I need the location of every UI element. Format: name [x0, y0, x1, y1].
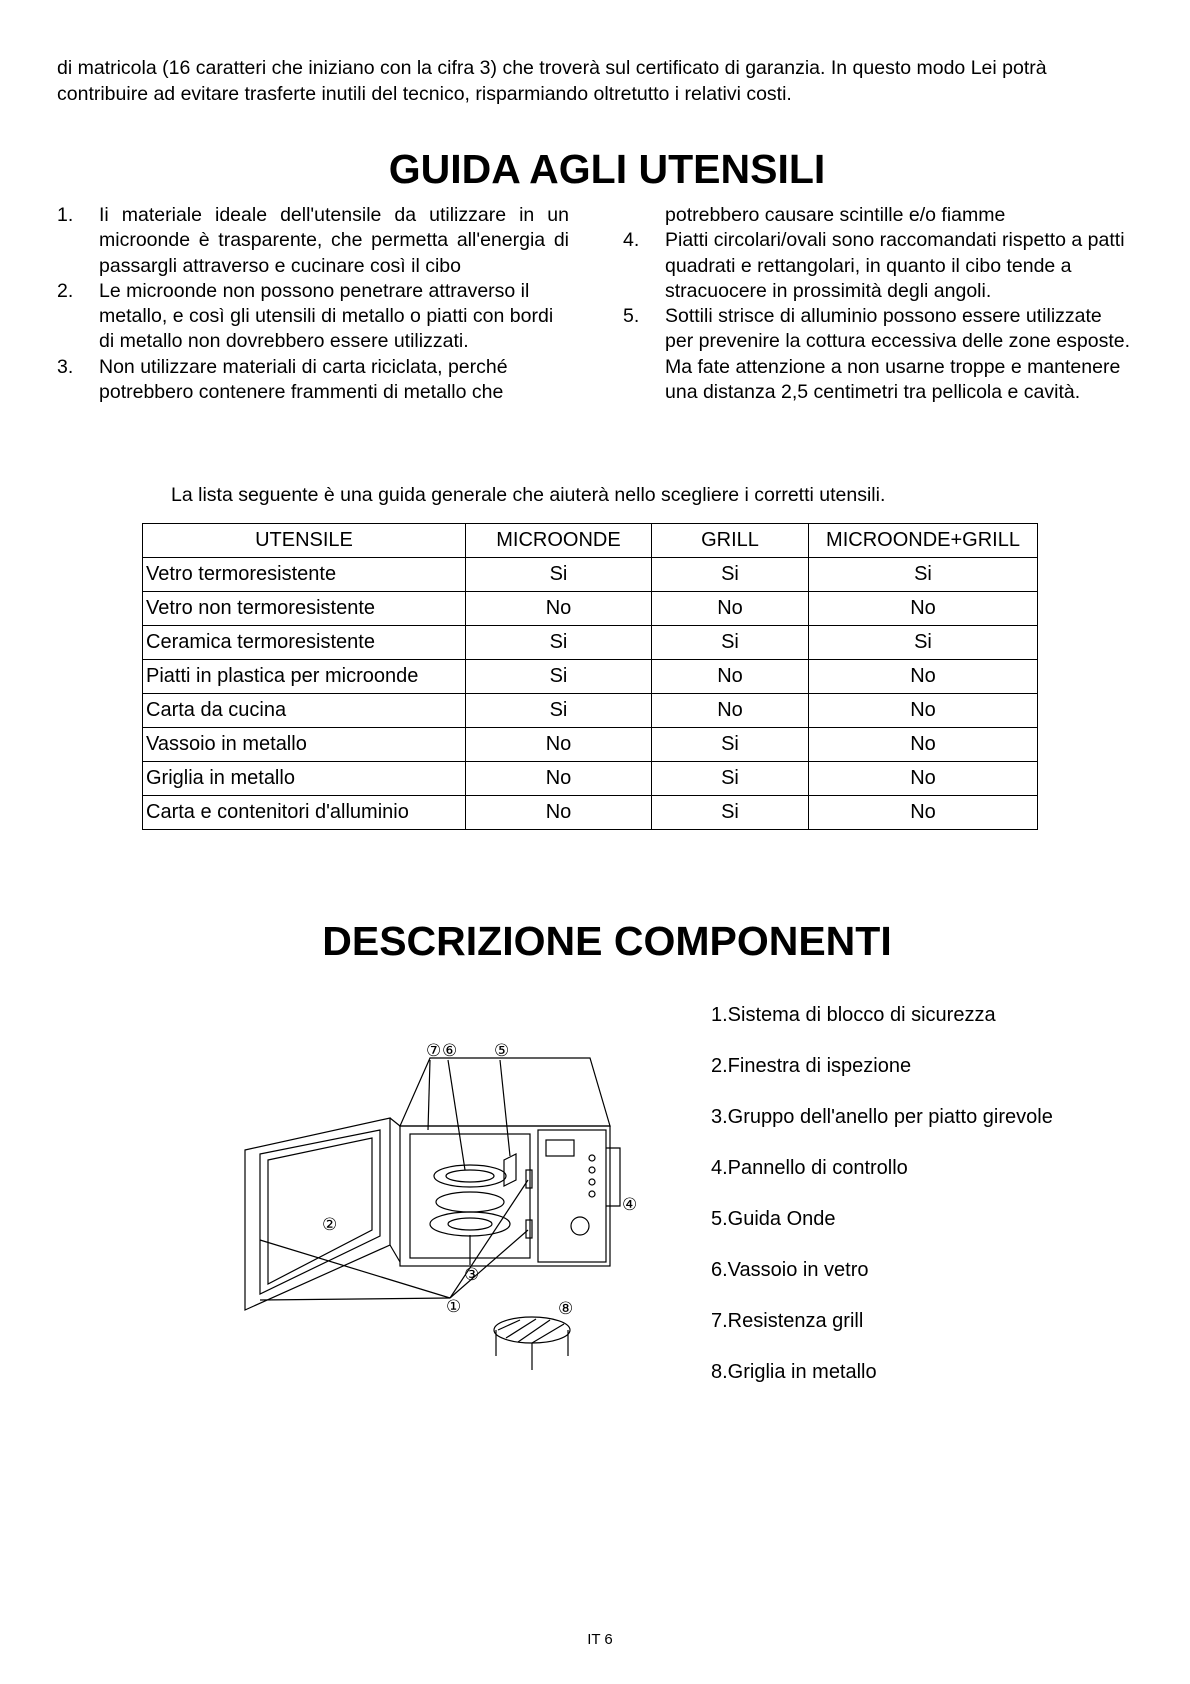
component-item: 3.Gruppo dell'anello per piatto girevole: [711, 1106, 1053, 1128]
component-item: 5.Guida Onde: [711, 1208, 836, 1230]
table-cell: Si: [809, 626, 1038, 660]
rack-wire: [506, 1319, 536, 1338]
control-button: [589, 1155, 595, 1161]
list-item-text: Le microonde non possono penetrare attraverso il metallo, e così gli utensili di metallo o piatti con bordi di metallo non dovrebbero essere utilizzati.: [99, 279, 554, 353]
diagram-label: ③: [464, 1265, 480, 1285]
list-item: [623, 228, 1133, 304]
list-item-text: Sottili strisce di alluminio possono essere utilizzate per prevenire la cottura eccessiva delle zone esposte. Ma fate attenzione a non usarne troppe e mantenere una distanza 2,5 centimetri tra pellicola e cavità.: [665, 305, 1131, 404]
list-item: [57, 355, 569, 406]
list-item-number: 4.: [623, 229, 640, 252]
door-window-inner: [268, 1138, 372, 1284]
table-cell: No: [809, 728, 1038, 762]
table-cell: No: [809, 660, 1038, 694]
list-column-left: [57, 203, 569, 405]
leader-line: [450, 1180, 528, 1298]
door-window: [260, 1130, 380, 1294]
table-header: GRILL: [652, 524, 809, 558]
table-cell: No: [809, 796, 1038, 830]
control-button: [589, 1179, 595, 1185]
open-door: [245, 1118, 390, 1310]
diagram-label: ②: [322, 1215, 338, 1235]
list-item-continuation: potrebbero causare scintille e/o fiamme: [665, 204, 1006, 226]
table-cell: Vassoio in metallo: [143, 728, 466, 762]
table-cell: Piatti in plastica per microonde: [143, 660, 466, 694]
list-item-number: 5.: [623, 305, 640, 328]
list-item-number: 2.: [57, 279, 74, 302]
door-hinge-line: [390, 1118, 400, 1126]
latch-slot: [526, 1220, 532, 1238]
table-cell: Si: [466, 660, 652, 694]
table-cell: Si: [466, 694, 652, 728]
list-item: [623, 304, 1133, 405]
control-panel: [538, 1130, 606, 1262]
latch-slot: [526, 1170, 532, 1188]
list-item-text: Piatti circolari/ovali sono raccomandati rispetto a patti quadrati e rettangolari, in quanto il cibo tende a stracuocere in prossimità degli angoli.: [665, 229, 1125, 302]
component-item: 8.Griglia in metallo: [711, 1361, 877, 1383]
turntable-plate-inner: [448, 1218, 492, 1230]
list-item: [57, 203, 569, 279]
table-cell: No: [809, 762, 1038, 796]
control-button: [589, 1191, 595, 1197]
table-cell: Si: [652, 626, 809, 660]
cabinet-front: [400, 1126, 610, 1266]
component-item: 1.Sistema di blocco di sicurezza: [711, 1004, 996, 1026]
table-cell: Si: [809, 558, 1038, 592]
table-cell: No: [652, 592, 809, 626]
page-number: IT 6: [587, 1631, 613, 1648]
table-cell: Si: [652, 796, 809, 830]
list-item-number: 3.: [57, 355, 74, 378]
list-item: [57, 279, 569, 355]
component-item: 6.Vassoio in vetro: [711, 1259, 869, 1281]
table-cell: No: [466, 762, 652, 796]
rack-wire: [532, 1324, 564, 1343]
leader-line: [260, 1298, 450, 1300]
rack-wire: [518, 1320, 550, 1342]
table-row: [143, 660, 1038, 694]
list-item-number: 1.: [57, 204, 74, 226]
component-item: 4.Pannello di controllo: [711, 1157, 908, 1179]
diagram-label: ⑦: [426, 1041, 442, 1061]
table-header-row: [143, 524, 1038, 558]
leader-line: [500, 1060, 510, 1156]
table-cell: No: [652, 694, 809, 728]
rack-wire: [498, 1320, 520, 1330]
list-item-text: Non utilizzare materiali di carta riciclata, perché potrebbero contenere frammenti di metallo che: [99, 355, 508, 404]
table-cell: Si: [652, 728, 809, 762]
intro-paragraph: di matricola (16 caratteri che iniziano con la cifra 3) che troverà sul certificato di garanzia. In questo modo Lei potrà contribuire ad evitare trasferte inutili del tecnico, risparmiando oltretutto i relativi costi.: [57, 57, 1047, 105]
table-header: UTENSILE: [143, 524, 466, 558]
section-title-utensili: GUIDA AGLI UTENSILI: [388, 146, 826, 192]
leader-line: [606, 1148, 620, 1206]
cabinet-top: [400, 1058, 610, 1126]
leader-line: [448, 1060, 465, 1170]
table-row: [143, 592, 1038, 626]
table-cell: Si: [652, 558, 809, 592]
waveguide: [504, 1154, 516, 1186]
table-cell: Carta e contenitori d'alluminio: [143, 796, 466, 830]
table-note: La lista seguente è una guida generale che aiuterà nello scegliere i corretti utensili.: [171, 484, 886, 506]
section-title-componenti: DESCRIZIONE COMPONENTI: [322, 918, 892, 964]
glass-tray-inner: [446, 1170, 494, 1182]
table-cell: No: [466, 728, 652, 762]
table-cell: Si: [466, 558, 652, 592]
leader-line: [450, 1230, 528, 1298]
turntable-plate: [430, 1212, 510, 1236]
control-knob: [571, 1217, 589, 1235]
table-row: [143, 558, 1038, 592]
table-row: [143, 728, 1038, 762]
table-row: [143, 626, 1038, 660]
table-cell: Vetro termoresistente: [143, 558, 466, 592]
table-cell: Si: [466, 626, 652, 660]
table-cell: Si: [652, 762, 809, 796]
component-item: 2.Finestra di ispezione: [711, 1055, 912, 1077]
components-list: [711, 1002, 1053, 1410]
table-row: [143, 762, 1038, 796]
table-cell: No: [809, 694, 1038, 728]
table-header: MICROONDE: [466, 524, 652, 558]
table-cell: Ceramica termoresistente: [143, 626, 466, 660]
table-cell: No: [466, 796, 652, 830]
table-cell: No: [809, 592, 1038, 626]
table-row: [143, 694, 1038, 728]
table-cell: Vetro non termoresistente: [143, 592, 466, 626]
table-cell: No: [466, 592, 652, 626]
leader-line: [428, 1060, 430, 1130]
diagram-label: ⑧: [558, 1299, 574, 1319]
table-cell: Carta da cucina: [143, 694, 466, 728]
table-cell: No: [652, 660, 809, 694]
list-item-text: Ii materiale ideale dell'utensile da utilizzare in un microonde è trasparente, che permetta all'energia di passargli attraverso e cucinare così il cibo: [99, 204, 569, 277]
microwave-diagram: [240, 1030, 660, 1390]
glass-tray: [434, 1165, 506, 1187]
display: [546, 1140, 574, 1156]
diagram-label: ①: [446, 1297, 462, 1317]
diagram-label: ⑤: [494, 1041, 510, 1061]
diagram-label: ⑥: [442, 1041, 458, 1061]
utensils-table: [142, 523, 1038, 830]
list-column-right: [623, 203, 1133, 405]
control-button: [589, 1167, 595, 1173]
table-row: [143, 796, 1038, 830]
diagram-label: ④: [622, 1195, 638, 1215]
table-header: MICROONDE+GRILL: [809, 524, 1038, 558]
component-item: 7.Resistenza grill: [711, 1310, 864, 1332]
table-cell: Griglia in metallo: [143, 762, 466, 796]
turntable-ring: [436, 1192, 504, 1212]
door-hinge-line: [390, 1245, 400, 1262]
